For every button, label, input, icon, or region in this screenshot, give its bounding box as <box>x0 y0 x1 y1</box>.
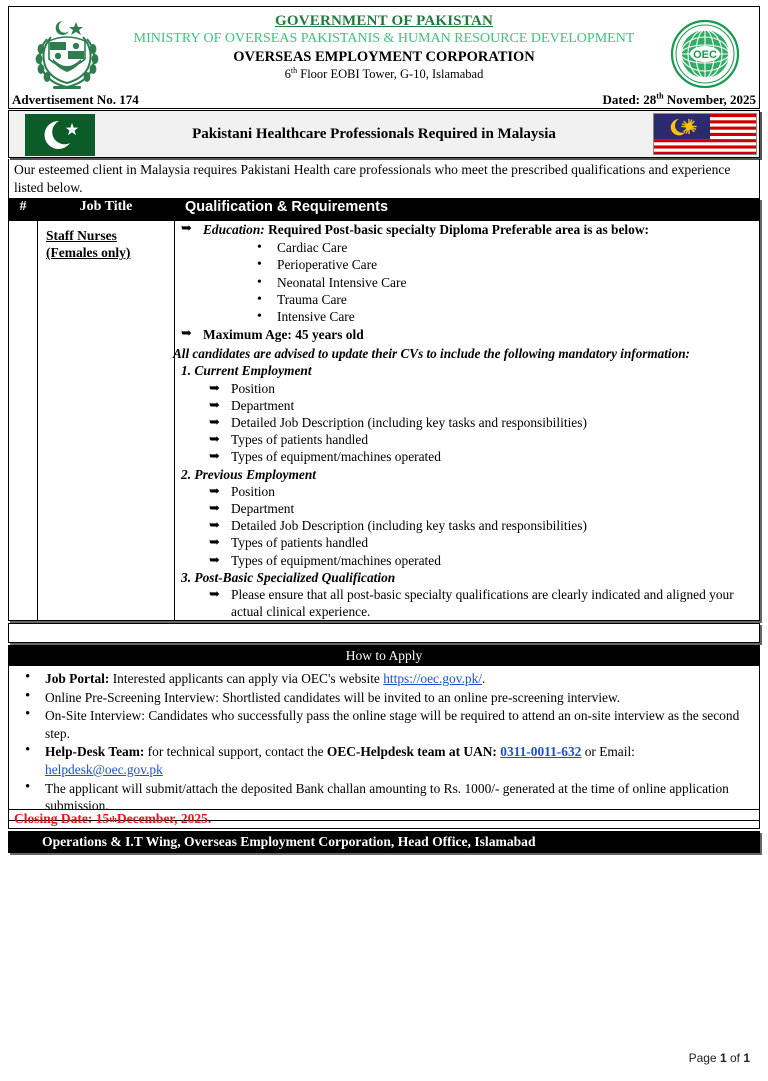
list-item <box>175 397 759 414</box>
education-label: Education: <box>203 222 265 237</box>
table-row <box>9 221 760 621</box>
list-item <box>175 380 759 397</box>
loop-arrow-icon: ➥ <box>209 449 220 465</box>
mandatory-information-note: All candidates are advised to update their CVs to include the following mandatory information: <box>173 346 690 362</box>
list-item <box>175 414 759 431</box>
advertisement-number: Advertisement No. 174 <box>12 92 139 107</box>
office-address: 6th Floor EOBI Tower, G-10, Islamabad <box>284 65 484 81</box>
loop-arrow-icon: ➥ <box>209 397 220 413</box>
current-employment-list <box>175 380 759 466</box>
government-title: GOVERNMENT OF PAKISTAN <box>274 13 494 29</box>
closing-date-post: December, 2025. <box>116 811 212 826</box>
list-item <box>175 586 759 620</box>
helpdesk-text-2: or Email: <box>581 744 635 760</box>
how-to-apply-body <box>8 666 760 821</box>
page-label-mid: of <box>726 1051 744 1065</box>
list-item <box>175 483 759 500</box>
loop-arrow-icon: ➥ <box>209 380 220 396</box>
list-item <box>175 500 759 517</box>
advertisement-meta-row <box>8 90 760 110</box>
title-banner <box>8 110 760 158</box>
list-item: • Intensive Care <box>203 308 759 325</box>
cell-qualification-requirements <box>175 221 760 621</box>
intro-paragraph: Our esteemed client in Malaysia requires Pakistani Health care professionals who meet the prescribed qualifications and experience listed below. <box>8 159 760 199</box>
loop-arrow-icon: ➥ <box>209 587 220 603</box>
max-age-text: Maximum Age: 45 years old <box>203 327 364 343</box>
loop-arrow-icon: ➥ <box>209 535 220 551</box>
list-item-label: Department <box>231 501 295 517</box>
job-portal-tail: . <box>482 671 486 686</box>
previous-employment-list <box>175 483 759 569</box>
oec-logo-text: OEC <box>693 49 717 61</box>
loop-arrow-icon: ➥ <box>209 518 220 534</box>
closing-date: Closing Date: 15 th December, 2025. <box>8 809 760 829</box>
page-current: 1 <box>719 1051 727 1065</box>
pakistan-state-emblem-icon <box>23 15 111 93</box>
qualification-list <box>175 221 759 343</box>
closing-date-pre: Closing Date: 15 <box>14 811 110 826</box>
table-header-row <box>9 199 760 221</box>
list-item-help-desk <box>17 743 751 778</box>
oec-globe-logo-icon <box>665 14 745 94</box>
loop-arrow-icon: ➥ <box>181 221 192 236</box>
loop-arrow-icon: ➥ <box>209 432 220 448</box>
helpdesk-text-1: for technical support, contact the <box>144 744 327 760</box>
list-item <box>175 517 759 534</box>
how-to-apply-heading: How to Apply <box>8 645 760 666</box>
job-title-line-2: (Females only) <box>46 245 131 260</box>
job-portal-text: Interested applicants can apply via OEC's website <box>109 671 384 686</box>
list-item-label: Detailed Job Description (including key tasks and responsibilities) <box>231 518 587 534</box>
list-item <box>175 552 759 569</box>
cell-job-title <box>38 221 175 621</box>
list-item-onsite-interview: • On-Site Interview: Candidates who successfully pass the online stage will be required to attend an on-site interview as the second step. <box>17 707 751 742</box>
list-item: • Neonatal Intensive Care <box>203 274 759 291</box>
list-item <box>175 448 759 465</box>
list-item-label: Types of patients handled <box>231 535 369 551</box>
list-item-label: Types of patients handled <box>231 432 369 448</box>
education-text: Required Post-basic specialty Diploma Preferable area is as below: <box>268 222 649 237</box>
list-item-label: Position <box>231 380 275 396</box>
loop-arrow-icon: ➥ <box>209 501 220 517</box>
list-item-job-portal <box>17 670 751 688</box>
malaysia-flag-icon <box>653 113 757 155</box>
helpdesk-label: Help-Desk Team: <box>45 744 145 760</box>
loop-arrow-icon: ➥ <box>209 552 220 568</box>
list-item <box>175 534 759 551</box>
education-item <box>175 221 759 325</box>
list-item-label: Position <box>231 483 275 499</box>
list-item: • Perioperative Care <box>203 256 759 273</box>
banner-title-text: Pakistani Healthcare Professionals Required in Malaysia <box>192 125 556 142</box>
section-heading-previous-employment: 2. Previous Employment <box>181 466 317 482</box>
job-title-line-1: Staff Nurses <box>46 228 117 243</box>
column-header-number: # <box>9 199 38 221</box>
page-number-footer <box>689 1051 750 1065</box>
advertisement-date: Dated: 28th November, 2025 <box>602 91 756 107</box>
list-item-label: Types of equipment/machines operated <box>231 552 441 568</box>
post-basic-qualification-list <box>175 586 759 620</box>
column-header-qualification: Qualification & Requirements <box>175 199 760 221</box>
page-label-prefix: Page <box>688 1051 720 1065</box>
education-areas-list <box>203 239 759 325</box>
list-item <box>175 431 759 448</box>
job-requirements-table <box>8 198 760 621</box>
helpdesk-phone-link[interactable]: 0311-0011-632 <box>500 744 582 760</box>
list-item-label: Detailed Job Description (including key tasks and responsibilities) <box>231 415 587 431</box>
loop-arrow-icon: ➥ <box>209 483 220 499</box>
list-item-label: Please ensure that all post-basic specialty qualifications are clearly indicated and aligned your actual clinical experience. <box>231 587 734 620</box>
list-item-online-prescreening: • Online Pre-Screening Interview: Shortlisted candidates will be invited to an online pre-screening interview. <box>17 689 751 707</box>
job-portal-label: Job Portal: <box>45 671 110 686</box>
ministry-title: MINISTRY OF OVERSEAS PAKISTANIS & HUMAN RESOURCE DEVELOPMENT <box>133 31 635 46</box>
section-heading-current-employment: 1. Current Employment <box>181 363 312 379</box>
section-heading-post-basic-qualification: 3. Post-Basic Specialized Qualification <box>181 569 396 585</box>
list-item: • Cardiac Care <box>203 239 759 256</box>
list-item-label: Department <box>231 397 295 413</box>
list-item-bank-challan: • The applicant will submit/attach the deposited Bank challan amounting to Rs. 1000/- generated at the time of online application submission. <box>17 780 751 815</box>
list-item-label: Types of equipment/machines operated <box>231 449 441 465</box>
cell-row-number <box>9 221 38 621</box>
loop-arrow-icon: ➥ <box>181 326 192 342</box>
organization-title: OVERSEAS EMPLOYMENT CORPORATION <box>233 49 535 65</box>
helpdesk-uan-label: OEC-Helpdesk team at UAN: <box>326 744 497 760</box>
page-total: 1 <box>743 1051 750 1065</box>
footer-bar: Operations & I.T Wing, Overseas Employment Corporation, Head Office, Islamabad <box>8 831 760 853</box>
list-item: • Trauma Care <box>203 291 759 308</box>
how-to-apply-list <box>17 670 751 815</box>
max-age-item <box>175 326 759 343</box>
column-header-job-title: Job Title <box>38 199 175 221</box>
oec-website-link[interactable]: https://oec.gov.pk/ <box>383 671 483 686</box>
pakistan-flag-icon <box>25 114 95 154</box>
loop-arrow-icon: ➥ <box>209 415 220 431</box>
spacer-row <box>8 623 760 643</box>
helpdesk-email-link[interactable]: helpdesk@oec.gov.pk <box>45 761 163 777</box>
